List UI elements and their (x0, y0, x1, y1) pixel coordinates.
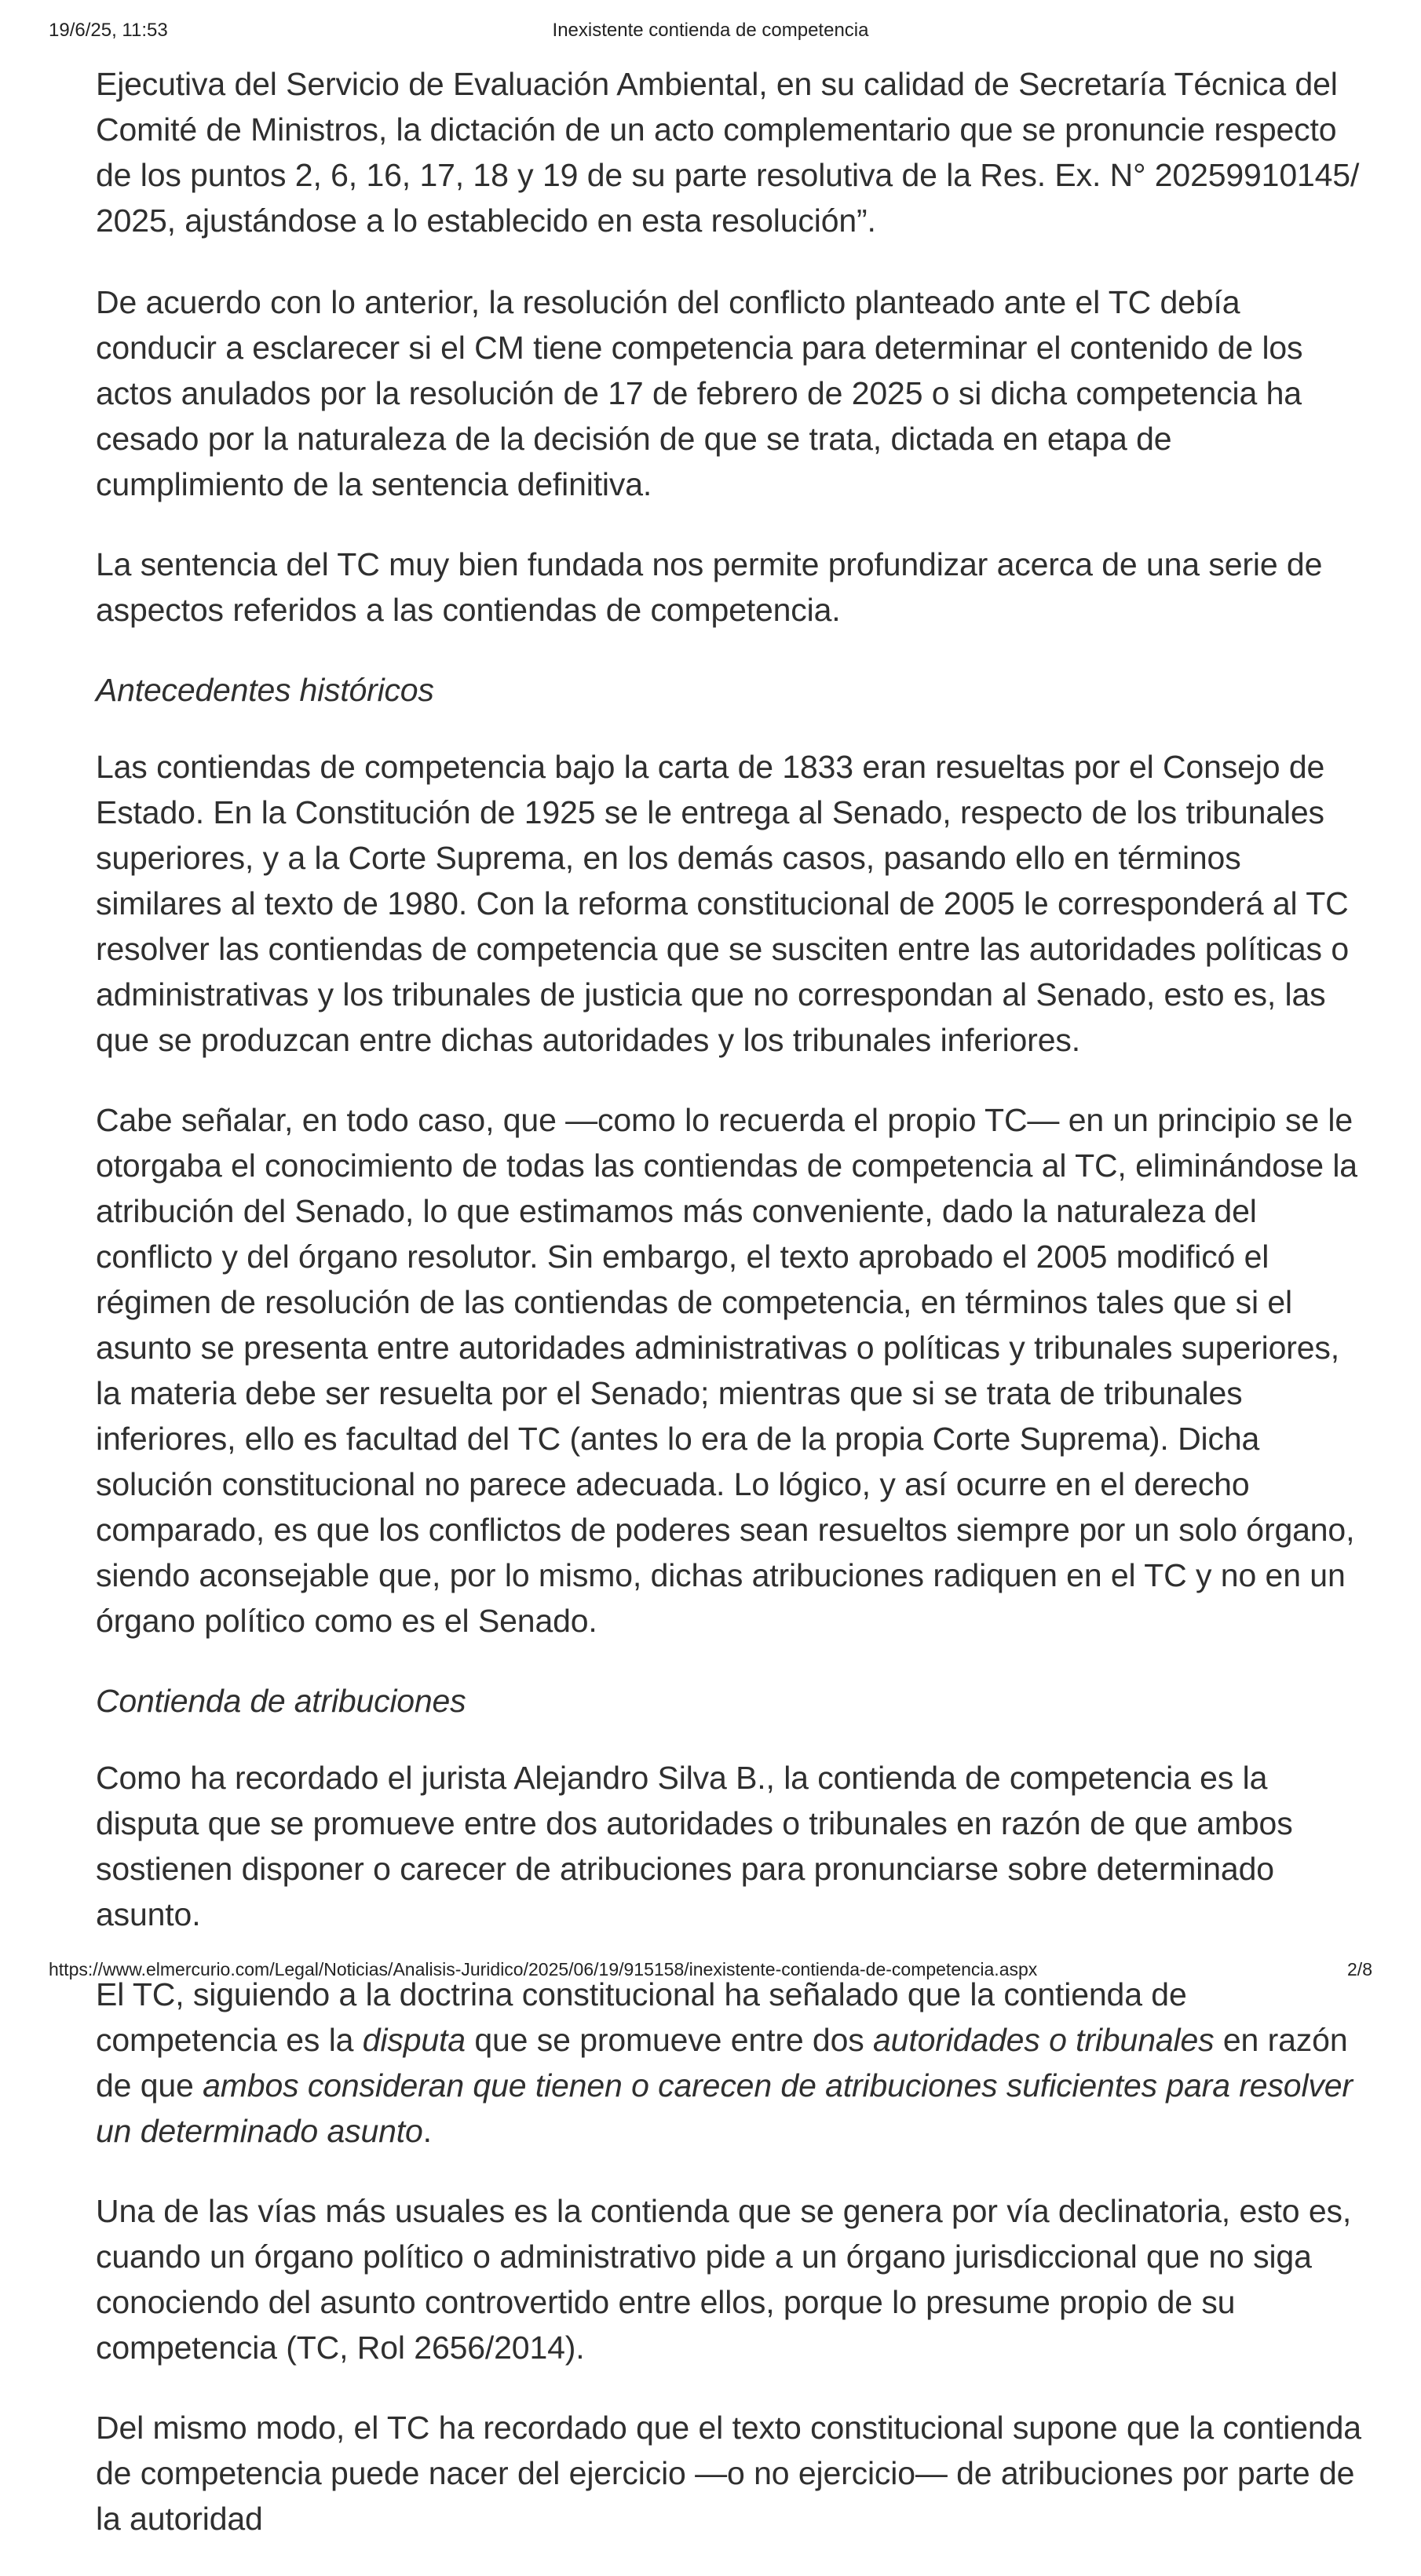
paragraph-7-text-3: en razón de que (96, 2022, 1348, 2103)
paragraph-7 (96, 1972, 1361, 2154)
print-footer-page-number: 2/8 (1347, 1959, 1372, 1979)
paragraph-7-emphasis-2: autoridades o tribunales (873, 2022, 1215, 2058)
paragraph-6: Como ha recordado el jurista Alejandro Silva B., la contienda de competencia es la disputa que se promueve entre dos autoridades o tribunales en razón de que ambos sostienen disponer o carecer de atribuciones para pronunciarse sobre determinado asunto. (96, 1760, 1293, 1932)
paragraph-7-text-4: . (422, 2113, 432, 2149)
print-header-datetime: 19/6/25, 11:53 (49, 20, 168, 41)
article-body (96, 61, 1361, 2576)
paragraph-8: Una de las vías más usuales es la contienda que se genera por vía declinatoria, esto es, cuando un órgano político o administrativo pide a un órgano jurisdiccional que no siga conociendo del asunto controvertido entre ellos, porque lo presume propio de su competencia (TC, Rol 2656/2014). (96, 2193, 1352, 2366)
print-header (0, 17, 1421, 44)
print-footer-url: https://www.elmercurio.com/Legal/Noticias/Analisis-Juridico/2025/06/19/915158/inexistente-contienda-de-competencia.aspx (49, 1959, 1038, 1979)
paragraph-9: Del mismo modo, el TC ha recordado que el texto constitucional supone que la contienda de competencia puede nacer del ejercicio —o no ejercicio— de atribuciones por parte de la autoridad (96, 2410, 1361, 2537)
subheading-contienda-de-atribuciones: Contienda de atribuciones (96, 1683, 466, 1719)
paragraph-2: De acuerdo con lo anterior, la resolución del conflicto planteado ante el TC debía conducir a esclarecer si el CM tiene competencia para determinar el contenido de los actos anulados por la resolución de 17 de febrero de 2025 o si dicha competencia ha cesado por la naturaleza de la decisión de que se trata, dictada en etapa de cumplimiento de la sentencia definitiva. (96, 284, 1303, 502)
subheading-antecedentes-historicos: Antecedentes históricos (96, 672, 434, 708)
paragraph-4: Las contiendas de competencia bajo la carta de 1833 eran resueltas por el Consejo de Estado. En la Constitución de 1925 se le entrega al Senado, respecto de los tribunales superiores, y a la Corte Suprema, en los demás casos, pasando ello en términos similares al texto de 1980. Con la reforma constitucional de 2005 le corresponderá al TC resolver las contiendas de competencia que se susciten entre las autoridades políticas o administrativas y los tribunales de justicia que no correspondan al Senado, esto es, las que se produzcan entre dichas autoridades y los tribunales inferiores. (96, 749, 1349, 1058)
paragraph-1: Ejecutiva del Servicio de Evaluación Ambiental, en su calidad de Secretaría Técnica del Comité de Ministros, la dictación de un acto complementario que se pronuncie respecto de los puntos 2, 6, 16, 17, 18 y 19 de su parte resolutiva de la Res. Ex. N° 20259910145/ 2025, ajustándose a lo establecido en esta resolución”. (96, 66, 1360, 239)
print-footer (0, 1956, 1421, 1983)
paragraph-7-emphasis-1: disputa (362, 2022, 466, 2058)
paragraph-7-emphasis-3: ambos consideran que tienen o carecen de atribuciones suficientes para resolver un determinado asunto (96, 2067, 1353, 2149)
paragraph-7-text-1: El TC, siguiendo a la doctrina constitucional ha señalado que la contienda de competencia es la (96, 1976, 1187, 2058)
paragraph-3: La sentencia del TC muy bien fundada nos permite profundizar acerca de una serie de aspectos referidos a las contiendas de competencia. (96, 546, 1323, 628)
paragraph-7-text-2: que se promueve entre dos (465, 2022, 874, 2058)
paragraph-5: Cabe señalar, en todo caso, que —como lo recuerda el propio TC— en un principio se le otorgaba el conocimiento de todas las contiendas de competencia al TC, eliminándose la atribución del Senado, lo que estimamos más conveniente, dado la naturaleza del conflicto y del órgano resolutor. Sin embargo, el texto aprobado el 2005 modificó el régimen de resolución de las contiendas de competencia, en términos tales que si el asunto se presenta entre autoridades administrativas o políticas y tribunales superiores, la materia debe ser resuelta por el Senado; mientras que si se trata de tribunales inferiores, ello es facultad del TC (antes lo era de la propia Corte Suprema). Dicha solución constitucional no parece adecuada. Lo lógico, y así ocurre en el derecho comparado, es que los conflictos de poderes sean resueltos siempre por un solo órgano, siendo aconsejable que, por lo mismo, dichas atribuciones radiquen en el TC y no en un órgano político como es el Senado. (96, 1102, 1357, 1639)
print-header-title: Inexistente contienda de competencia (552, 20, 869, 41)
